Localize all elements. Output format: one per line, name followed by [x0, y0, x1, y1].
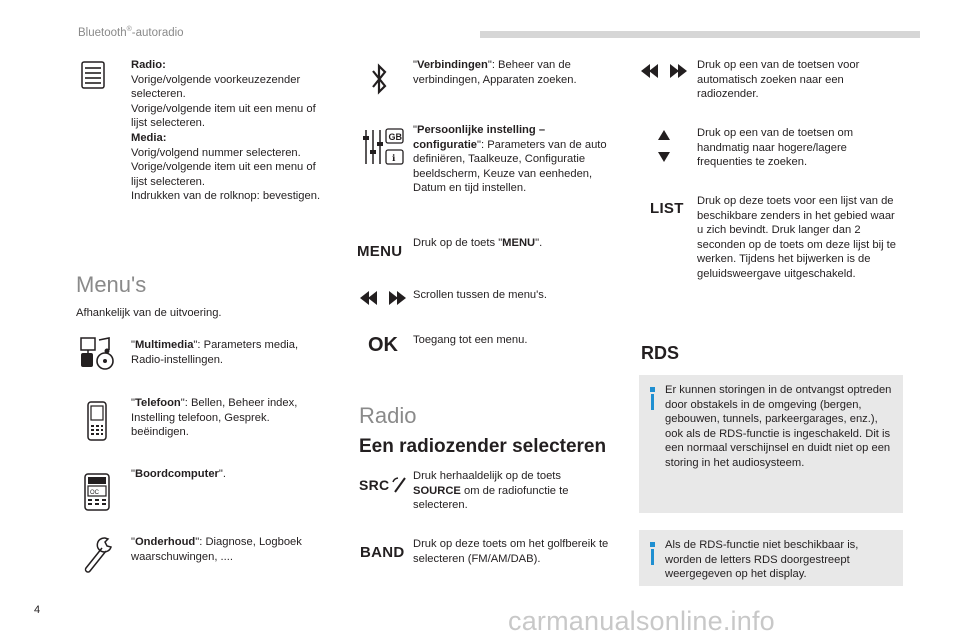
header-divider-bar [480, 31, 920, 38]
trip-computer-icon [82, 472, 114, 512]
list-key-icon: LIST [650, 200, 684, 217]
src-key-icon: SRC [359, 476, 409, 494]
select-station-heading: Een radiozender selecteren [359, 436, 607, 457]
settings-sliders-icon [362, 126, 406, 168]
page-number: 4 [34, 604, 41, 616]
rds-note-text-1: Er kunnen storingen in de ontvangst optreden door obstakels in de omgeving (bergen, gebouwen, tunnels, parkeergarages, enz.), ook als de RDS-functie is ingeschakeld. Dit is een normaal verschijnsel en duidt niet op een storing in het audiosysteem. [665, 384, 892, 469]
bluetooth-icon [367, 60, 391, 98]
menu-key-description: Druk op de toets "MENU". [413, 237, 543, 249]
watermark-text: carmanualsonline.info [508, 606, 775, 636]
ok-description: Toegang tot een menu. [413, 334, 528, 346]
menu-item-boordcomputer: "Boordcomputer". [131, 468, 226, 480]
radio-media-description: Radio: Vorige/volgende voorkeuzezender selecteren. Vorige/volgende item uit een menu of lijst selecteren. Media: Vorig/volgend nummer selecteren. Vorige/volgende item uit een menu of lijst selecteren. Indrukken van de rolknop: bevestigen. [131, 59, 321, 203]
phone-icon [84, 400, 110, 442]
note-marker [650, 387, 655, 392]
radio-heading: Radio [359, 403, 417, 428]
multimedia-icon [78, 335, 116, 371]
menus-heading: Menu's [76, 272, 147, 297]
note-marker-bar [651, 549, 654, 565]
scroll-description: Scrollen tussen de menu's. [413, 289, 547, 301]
rds-heading: RDS [641, 343, 680, 363]
src-description: Druk herhaaldelijk op de toets SOURCE om de radiofunctie te selecteren. [413, 470, 569, 512]
band-key-icon: BAND [360, 544, 405, 561]
rds-note-box-2 [639, 530, 903, 586]
note-marker-bar [651, 394, 654, 410]
seek-description: Druk op een van de toetsen voor automatisch zoeken naar een radiozender. [697, 59, 860, 101]
svg-text:GB: GB [388, 132, 402, 142]
list-description: Druk op deze toets voor een lijst van de beschikbare zenders in het gebied waar u zich bevindt. Druk langer dan 2 seconden op de toets om deze lijst bij te werken. Tijdens het bijwerken is de geluidsweergave uitgeschakeld. [697, 195, 897, 280]
list-menu-icon [80, 60, 106, 90]
menus-subtitle: Afhankelijk van de uitvoering. [76, 307, 222, 319]
wrench-icon [80, 534, 116, 574]
svg-text:OC: OC [90, 490, 99, 496]
menu-item-telefoon: "Telefoon": Bellen, Beheer index, Instelling telefoon, Gesprek. beëindigen. [131, 397, 298, 439]
rds-note-text-2: Als de RDS-functie niet beschikbaar is, worden de letters RDS doorgestreept weergegeven op het display. [665, 539, 859, 581]
menu-key-icon: MENU [357, 243, 403, 260]
band-description: Druk op deze toets om het golfbereik te selecteren (FM/AM/DAB). [413, 538, 609, 565]
manual-tune-description: Druk op een van de toetsen om handmatig naar hogere/lagere frequenties te zoeken. [697, 127, 854, 169]
note-marker [650, 542, 655, 547]
page-header-title: Bluetooth®-autoradio [78, 26, 184, 39]
scroll-arrows-icon [360, 289, 406, 307]
seek-arrows-icon [641, 62, 687, 80]
ok-key-icon: OK [368, 334, 398, 356]
menu-item-multimedia: "Multimedia": Parameters media, Radio-instellingen. [131, 339, 299, 366]
rds-note-box-1 [639, 375, 903, 513]
persoonlijke-instelling-description: "Persoonlijke instelling – configuratie": Parameters van de auto definiëren, Taalkeuze, Configuratie beeldscherm, Keuze van eenheden, Datum en tijd instellen. [413, 124, 607, 195]
verbindingen-description: "Verbindingen": Beheer van de verbindingen, Apparaten zoeken. [413, 59, 577, 86]
svg-text:ℹ: ℹ [392, 153, 396, 163]
up-down-arrows-icon [656, 128, 672, 164]
menu-item-onderhoud: "Onderhoud": Diagnose, Logboek waarschuwingen, .... [131, 536, 302, 563]
